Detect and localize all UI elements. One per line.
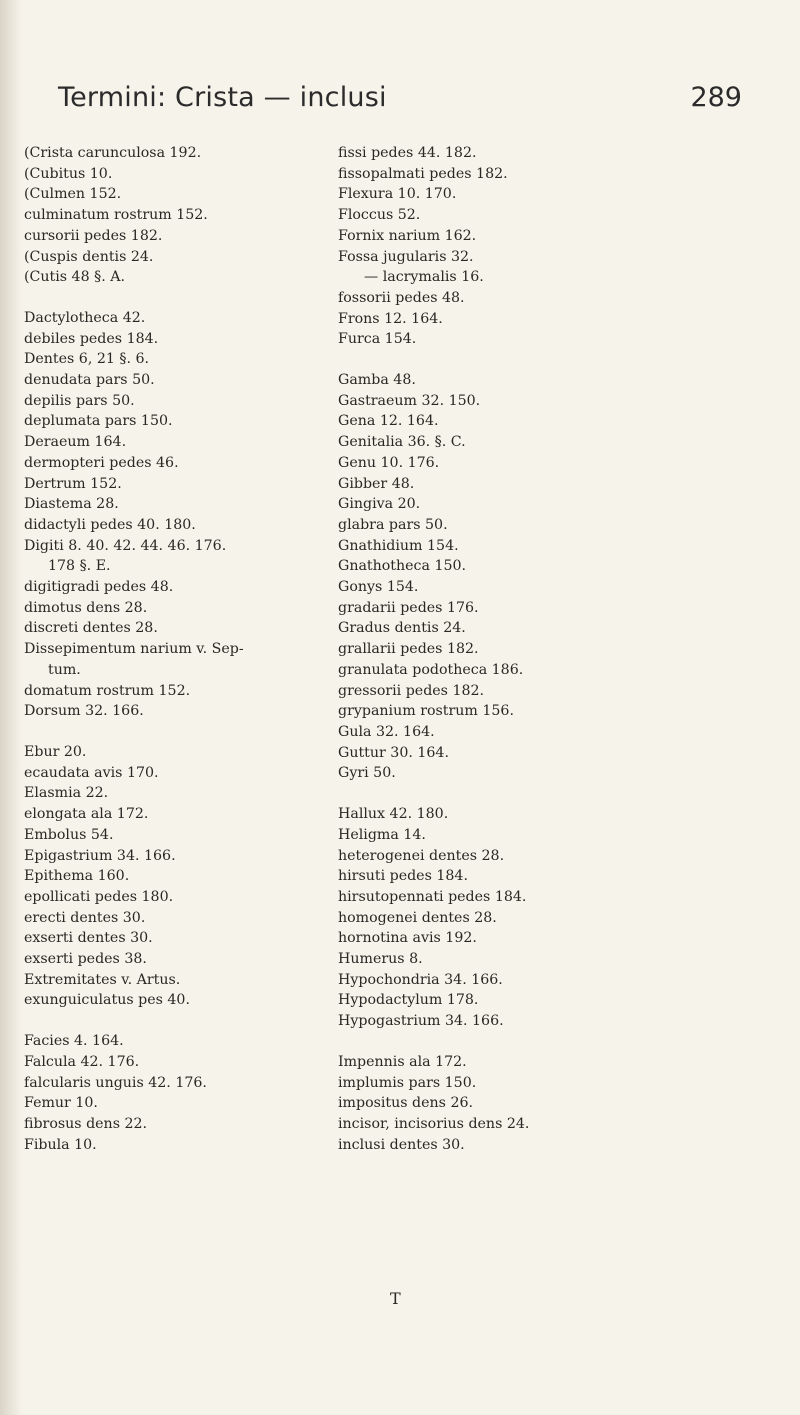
index-entry: granulata podotheca 186.	[338, 661, 524, 678]
index-entry: Hypodactylum 178.	[338, 992, 479, 1009]
index-entry: fissi pedes 44. 182.	[338, 145, 477, 161]
index-column-left	[24, 143, 324, 1155]
index-entry: fissopalmati pedes 182.	[338, 165, 508, 182]
index-entry: (Crista carunculosa 192.	[24, 145, 202, 161]
index-entry: incisor, incisorius dens 24.	[338, 1115, 530, 1132]
index-entry: Ebur 20.	[24, 743, 87, 760]
index-entry: Deraeum 164.	[24, 434, 127, 451]
index-entry: ecaudata avis 170.	[24, 764, 159, 781]
index-entry: 178 §. E.	[48, 558, 111, 575]
section-gap	[338, 350, 758, 370]
index-entry: Dorsum 32. 166.	[24, 703, 144, 720]
index-entry: Gula 32. 164.	[338, 723, 435, 740]
index-entry: digitigradi pedes 48.	[24, 579, 174, 596]
index-entry: Diastema 28.	[24, 496, 119, 513]
index-entry: Hypogastrium 34. 166.	[338, 1013, 504, 1030]
index-entry: domatum rostrum 152.	[24, 682, 191, 699]
signature-mark: T	[390, 1289, 401, 1308]
index-entry: Gena 12. 164.	[338, 413, 439, 430]
index-entry: (Cuspis dentis 24.	[24, 248, 154, 265]
index-entry: didactyli pedes 40. 180.	[24, 516, 196, 533]
index-entry: deplumata pars 150.	[24, 413, 173, 430]
index-entry: Heligma 14.	[338, 826, 426, 843]
index-entry: fossorii pedes 48.	[338, 289, 465, 306]
index-entry: Dentes 6, 21 §. 6.	[24, 351, 150, 368]
index-entry: debiles pedes 184.	[24, 330, 159, 347]
index-entry: Guttur 30. 164.	[338, 744, 449, 761]
index-entry: Gnathotheca 150.	[338, 558, 467, 575]
index-entry: Impennis ala 172.	[338, 1053, 467, 1070]
index-entry: gradarii pedes 176.	[338, 599, 479, 616]
index-entry: tum.	[48, 661, 81, 678]
index-entry: Hypochondria 34. 166.	[338, 971, 503, 988]
index-entry: Fibula 10.	[24, 1136, 97, 1153]
index-entry: falcularis unguis 42. 176.	[24, 1074, 207, 1091]
page-header	[58, 82, 742, 113]
index-entry: Genitalia 36. §. C.	[338, 434, 466, 451]
section-gap	[24, 288, 324, 308]
index-entry: culminatum rostrum 152.	[24, 207, 208, 224]
index-entry: — lacrymalis 16.	[364, 269, 484, 286]
index-entry: grypanium rostrum 156.	[338, 703, 514, 720]
index-entry: exunguiculatus pes 40.	[24, 992, 190, 1009]
page-number: 289	[690, 82, 742, 113]
index-entry: Frons 12. 164.	[338, 310, 443, 327]
index-column-right	[338, 143, 758, 1155]
index-entry: impositus dens 26.	[338, 1095, 474, 1112]
index-entry: Furca 154.	[338, 331, 417, 348]
index-entry: discreti dentes 28.	[24, 620, 158, 637]
index-entry: hornotina avis 192.	[338, 930, 477, 947]
index-entry: Fossa jugularis 32.	[338, 248, 474, 265]
index-entry: epollicati pedes 180.	[24, 888, 174, 905]
index-entry: Gnathidium 154.	[338, 537, 459, 554]
index-entry: Gyri 50.	[338, 765, 396, 782]
index-entry: Genu 10. 176.	[338, 454, 440, 471]
section-gap	[24, 1011, 324, 1031]
index-entry: elongata ala 172.	[24, 806, 149, 823]
section-gap	[338, 1032, 758, 1052]
index-entry: Epigastrium 34. 166.	[24, 847, 176, 864]
index-entry: glabra pars 50.	[338, 516, 448, 533]
index-entry: Humerus 8.	[338, 951, 423, 968]
index-entry: depilis pars 50.	[24, 392, 135, 409]
index-entry: hirsuti pedes 184.	[338, 868, 468, 885]
index-entry: gressorii pedes 182.	[338, 682, 485, 699]
index-entry: cursorii pedes 182.	[24, 227, 163, 244]
index-entry: (Cutis 48 §. A.	[24, 269, 125, 286]
index-entry: exserti dentes 30.	[24, 930, 153, 947]
index-entry: homogenei dentes 28.	[338, 909, 497, 926]
running-title: Termini: Crista — inclusi	[58, 82, 387, 113]
index-entry: exserti pedes 38.	[24, 951, 147, 968]
index-entry: Floccus 52.	[338, 207, 421, 224]
index-entry: (Cubitus 10.	[24, 165, 113, 182]
index-entry: (Culmen 152.	[24, 186, 122, 203]
index-entry: grallarii pedes 182.	[338, 641, 479, 658]
index-entry: inclusi dentes 30.	[338, 1136, 465, 1153]
index-entry: denudata pars 50.	[24, 372, 155, 389]
index-entry: Gibber 48.	[338, 475, 415, 492]
index-entry: dermopteri pedes 46.	[24, 454, 179, 471]
index-entry: Femur 10.	[24, 1095, 98, 1112]
index-entry: Facies 4. 164.	[24, 1033, 124, 1050]
index-entry: Digiti 8. 40. 42. 44. 46. 176.	[24, 537, 227, 554]
index-entry: heterogenei dentes 28.	[338, 847, 505, 864]
index-entry: erecti dentes 30.	[24, 909, 146, 926]
index-entry: Epithema 160.	[24, 868, 130, 885]
index-entry: Dactylotheca 42.	[24, 309, 146, 326]
section-gap	[24, 722, 324, 742]
index-entry: implumis pars 150.	[338, 1074, 477, 1091]
index-entry: Gingiva 20.	[338, 496, 421, 513]
index-entry: hirsutopennati pedes 184.	[338, 888, 527, 905]
index-entry: Elasmia 22.	[24, 785, 109, 802]
index-entry: Hallux 42. 180.	[338, 806, 449, 823]
index-entry: Dissepimentum narium v. Sep-	[24, 641, 244, 658]
index-entry: Gastraeum 32. 150.	[338, 392, 481, 409]
section-gap	[338, 784, 758, 804]
index-entry: Gamba 48.	[338, 372, 416, 389]
index-entry: Fornix narium 162.	[338, 227, 477, 244]
index-entry: Gradus dentis 24.	[338, 620, 466, 637]
index-entry: Gonys 154.	[338, 579, 419, 596]
page-edge-shadow	[0, 0, 22, 1415]
index-entry: Dertrum 152.	[24, 475, 122, 492]
index-entry: Falcula 42. 176.	[24, 1053, 140, 1070]
index-entry: fibrosus dens 22.	[24, 1115, 148, 1132]
index-entry: Extremitates v. Artus.	[24, 971, 181, 988]
index-entry: Embolus 54.	[24, 826, 114, 843]
index-entry: Flexura 10. 170.	[338, 186, 457, 203]
index-entry: dimotus dens 28.	[24, 599, 148, 616]
